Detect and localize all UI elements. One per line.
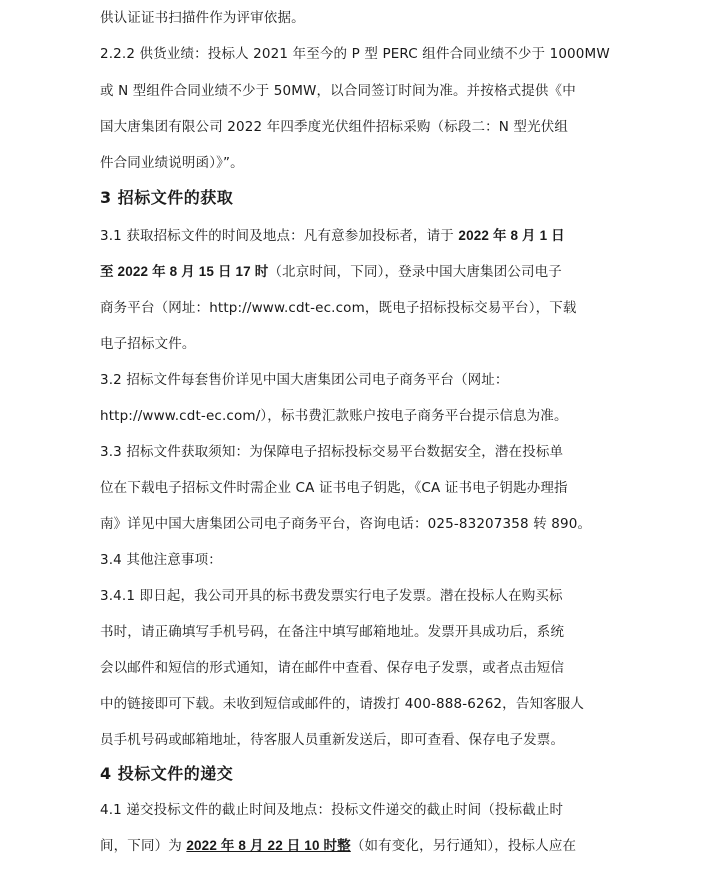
text-segment: 3.4.1 即日起，我公司开具的标书费发票实行电子发票。潜在投标人在购买标 [100, 588, 563, 604]
section-heading [100, 189, 233, 207]
paragraph-line [100, 371, 509, 389]
paragraph-line [100, 263, 562, 281]
text-segment: 员手机号码或邮箱地址，待客服人员重新发送后，即可查看、保存电子发票。 [100, 732, 565, 748]
paragraph-line [100, 551, 222, 569]
paragraph-line [100, 154, 244, 172]
paragraph-line [100, 837, 576, 855]
paragraph-line [100, 623, 564, 641]
paragraph-line [100, 82, 576, 100]
bold-date: 2022 年 8 月 1 日 [458, 228, 565, 243]
paragraph-line [100, 9, 305, 27]
text-segment: 4.1 递交投标文件的截止时间及地点：投标文件递交的截止时间（投标截止时 [100, 802, 564, 818]
text-segment: （北京时间，下同），登录中国大唐集团公司电子 [268, 264, 562, 280]
paragraph-line [100, 587, 563, 605]
text-segment: 电子招标文件。 [100, 336, 196, 352]
text-segment: 位在下载电子招标文件时需企业 CA 证书电子钥匙，《CA 证书电子钥匙办理指 [100, 480, 568, 496]
paragraph-line [100, 227, 565, 245]
paragraph-line [100, 731, 564, 749]
text-segment: 3.3 招标文件获取须知：为保障电子招标投标交易平台数据安全，潜在投标单 [100, 444, 564, 460]
text-segment: 商务平台（网址：http://www.cdt-ec.com，既电子招标投标交易平台），下载 [100, 300, 577, 316]
text-segment: 3.2 招标文件每套售价详见中国大唐集团公司电子商务平台（网址： [100, 372, 509, 388]
text-segment: 供认证证书扫描件作为评审依据。 [100, 10, 305, 26]
section-heading [100, 765, 233, 783]
text-segment: 间，下同）为 [100, 838, 187, 854]
paragraph-line [100, 695, 584, 713]
text-segment: 2.2.2 供货业绩：投标人 2021 年至今的 P 型 PERC 组件合同业绩不少于 1000MW [100, 46, 610, 62]
heading-text: 3 招标文件的获取 [100, 188, 234, 207]
deadline-date: 2022 年 8 月 22 日 10 时整 [186, 838, 351, 853]
paragraph-line [100, 801, 563, 819]
paragraph-line [100, 45, 610, 63]
paragraph-line [100, 479, 568, 497]
bold-date: 至 2022 年 8 月 15 日 17 时 [100, 264, 269, 279]
heading-text: 4 投标文件的递交 [100, 764, 234, 783]
paragraph-line [100, 407, 568, 425]
text-segment: 会以邮件和短信的形式通知，请在邮件中查看、保存电子发票，或者点击短信 [100, 660, 565, 676]
text-segment: 南》详见中国大唐集团公司电子商务平台，咨询电话：025-83207358 转 890。 [100, 516, 592, 532]
text-segment: （如有变化，另行通知），投标人应在 [350, 838, 577, 854]
paragraph-line [100, 299, 577, 317]
text-segment: 中的链接即可下载。未收到短信或邮件的，请拨打 400-888-6262，告知客服人 [100, 696, 585, 712]
text-segment: 或 N 型组件合同业绩不少于 50MW，以合同签订时间为准。并按格式提供《中 [100, 83, 576, 99]
text-segment: 3.4 其他注意事项： [100, 552, 222, 568]
text-segment: 件合同业绩说明函）》”。 [100, 155, 244, 171]
paragraph-line [100, 515, 591, 533]
paragraph-line [100, 443, 563, 461]
paragraph-line [100, 659, 564, 677]
paragraph-line [100, 335, 196, 353]
paragraph-line [100, 118, 568, 136]
text-segment: 书时，请正确填写手机号码，在备注中填写邮箱地址。发票开具成功后，系统 [100, 624, 565, 640]
text-segment: 国大唐集团有限公司 2022 年四季度光伏组件招标采购（标段二：N 型光伏组 [100, 119, 569, 135]
text-segment: 3.1 获取招标文件的时间及地点：凡有意参加投标者，请于 [100, 228, 459, 244]
text-segment: http://www.cdt-ec.com/），标书费汇款账户按电子商务平台提示信息为准。 [100, 408, 568, 424]
